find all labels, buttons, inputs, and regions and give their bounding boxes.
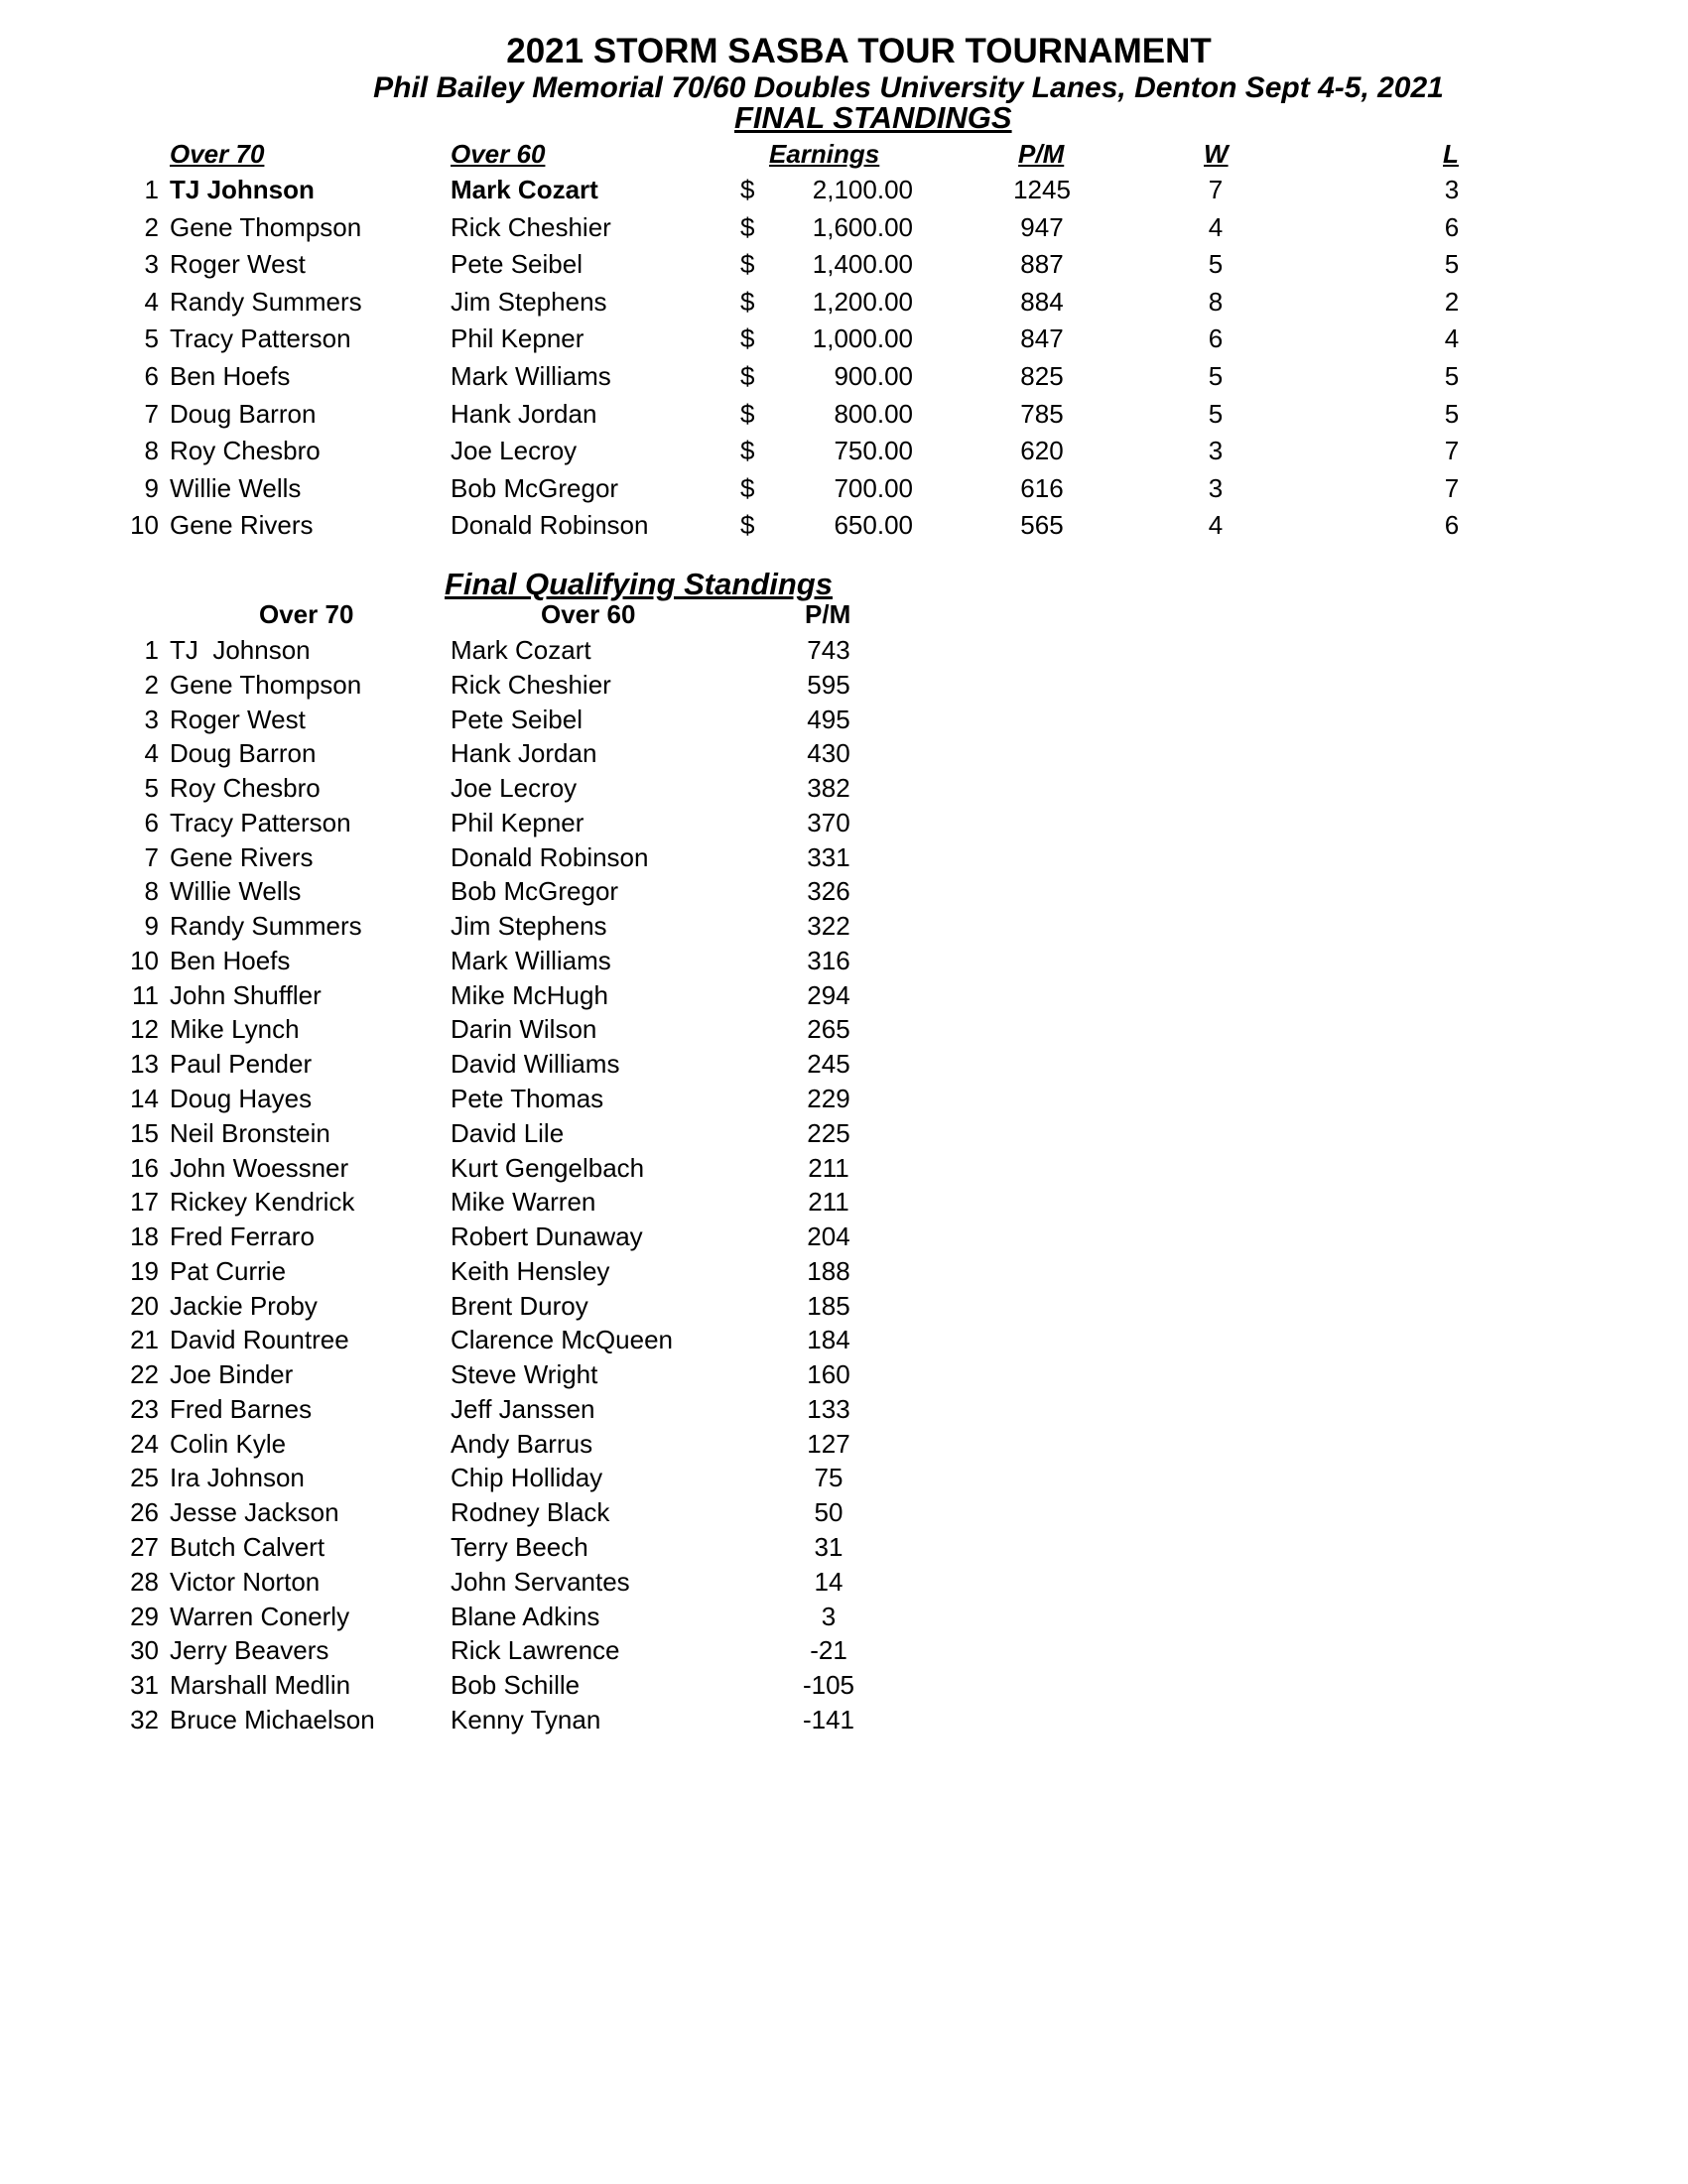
qual-table-row: [0, 1256, 1688, 1292]
over70-cell: Ira Johnson: [170, 1463, 305, 1493]
over70-cell: Roger West: [170, 704, 306, 734]
pm-cell: 265: [807, 1014, 850, 1045]
over70-cell: Gene Thompson: [170, 211, 362, 242]
rank-cell: 25: [130, 1463, 159, 1493]
w-cell: 5: [1208, 398, 1224, 429]
pm-cell: 133: [807, 1393, 850, 1424]
final-header-earnings: Earnings: [769, 139, 880, 169]
pm-cell: 382: [807, 773, 850, 804]
over60-cell: Joe Lecroy: [451, 773, 578, 804]
pm-cell: 211: [808, 1187, 849, 1218]
over60-cell: Keith Hensley: [451, 1255, 610, 1286]
earnings-cell: 800.00: [834, 398, 913, 429]
qual-table-row: [0, 1463, 1688, 1498]
over60-cell: Blane Adkins: [451, 1601, 600, 1631]
rank-cell: 3: [144, 249, 159, 280]
over60-cell: Mark Williams: [451, 361, 611, 391]
currency-cell: $: [740, 361, 755, 391]
pm-cell: 127: [807, 1428, 850, 1459]
w-cell: 7: [1208, 175, 1224, 204]
qual-table-row: [0, 911, 1688, 947]
earnings-cell: 750.00: [834, 436, 913, 466]
rank-cell: 3: [144, 704, 159, 734]
rank-cell: 17: [130, 1187, 159, 1218]
page-title: 2021 STORM SASBA TOUR TOURNAMENT: [506, 32, 1212, 70]
over60-cell: Clarence McQueen: [451, 1325, 673, 1355]
qual-table-row: [0, 1291, 1688, 1327]
qual-header-over70: Over 70: [259, 599, 354, 629]
rank-cell: 32: [130, 1704, 159, 1734]
qual-table-row: [0, 1705, 1688, 1740]
pm-cell: 825: [1020, 361, 1064, 391]
over70-cell: Ben Hoefs: [170, 945, 291, 975]
rank-cell: 15: [130, 1117, 159, 1148]
over70-cell: Tracy Patterson: [170, 323, 351, 354]
over60-cell: Bob McGregor: [451, 876, 619, 907]
over70-cell: TJ Johnson: [170, 175, 315, 204]
over70-cell: Jerry Beavers: [170, 1635, 329, 1666]
over70-cell: Pat Currie: [170, 1255, 287, 1286]
w-cell: 4: [1208, 211, 1224, 242]
over70-cell: Jesse Jackson: [170, 1497, 339, 1528]
qual-table-row: [0, 773, 1688, 809]
qual-table-row: [0, 876, 1688, 912]
rank-cell: 6: [144, 807, 159, 837]
over60-cell: Pete Seibel: [451, 249, 583, 280]
pm-cell: 1245: [1013, 175, 1071, 204]
final-table-row: [0, 399, 1688, 435]
qual-table-row: [0, 1014, 1688, 1050]
qual-table-row: [0, 1567, 1688, 1603]
final-header-over60: Over 60: [451, 139, 546, 169]
l-cell: 5: [1444, 249, 1460, 280]
currency-cell: $: [740, 211, 755, 242]
rank-cell: 4: [144, 286, 159, 317]
over60-cell: David Lile: [451, 1117, 565, 1148]
pm-cell: -141: [802, 1704, 855, 1734]
rank-cell: 27: [130, 1532, 159, 1563]
rank-cell: 24: [130, 1428, 159, 1459]
over70-cell: Neil Bronstein: [170, 1117, 330, 1148]
qual-table-row: [0, 705, 1688, 740]
over60-cell: Hank Jordan: [451, 398, 597, 429]
qual-table-row: [0, 738, 1688, 774]
rank-cell: 30: [130, 1635, 159, 1666]
over60-cell: Donald Robinson: [451, 510, 649, 541]
over70-cell: Gene Thompson: [170, 669, 362, 700]
over70-cell: Roy Chesbro: [170, 436, 321, 466]
over60-cell: Pete Seibel: [451, 704, 583, 734]
page-subtitle: Phil Bailey Memorial 70/60 Doubles University Lanes, Denton Sept 4-5, 2021: [373, 71, 1444, 104]
over60-cell: Jim Stephens: [451, 286, 607, 317]
rank-cell: 2: [144, 669, 159, 700]
pm-cell: 75: [814, 1463, 844, 1493]
pm-cell: 294: [807, 979, 850, 1010]
over60-cell: Mike McHugh: [451, 979, 608, 1010]
qual-table-row: [0, 980, 1688, 1016]
pm-cell: 326: [807, 876, 850, 907]
rank-cell: 8: [144, 876, 159, 907]
pm-cell: 847: [1020, 323, 1064, 354]
rank-cell: 13: [130, 1049, 159, 1080]
pm-cell: 31: [814, 1532, 844, 1563]
qual-table-row: [0, 1429, 1688, 1465]
l-cell: 2: [1444, 286, 1460, 317]
rank-cell: 10: [130, 510, 159, 541]
qual-table-row: [0, 1084, 1688, 1119]
rank-cell: 8: [144, 436, 159, 466]
over70-cell: Fred Ferraro: [170, 1221, 315, 1252]
over60-cell: Jim Stephens: [451, 911, 607, 942]
over70-cell: Gene Rivers: [170, 510, 314, 541]
pm-cell: 211: [808, 1152, 849, 1183]
over60-cell: Mark Cozart: [451, 175, 598, 204]
final-table-row: [0, 510, 1688, 546]
l-cell: 7: [1444, 436, 1460, 466]
over70-cell: John Woessner: [170, 1152, 349, 1183]
earnings-cell: 700.00: [834, 472, 913, 503]
earnings-cell: 1,200.00: [812, 286, 913, 317]
w-cell: 8: [1208, 286, 1224, 317]
over70-cell: Warren Conerly: [170, 1601, 350, 1631]
qual-table-row: [0, 1670, 1688, 1706]
pm-cell: 14: [814, 1566, 844, 1597]
currency-cell: $: [740, 436, 755, 466]
over70-cell: Willie Wells: [170, 876, 302, 907]
qual-table-row: [0, 1153, 1688, 1189]
qual-table-row: [0, 1187, 1688, 1222]
over70-cell: Ben Hoefs: [170, 361, 291, 391]
l-cell: 5: [1444, 361, 1460, 391]
over70-cell: Randy Summers: [170, 286, 362, 317]
rank-cell: 9: [144, 911, 159, 942]
rank-cell: 22: [130, 1359, 159, 1390]
pm-cell: 430: [807, 738, 850, 769]
qual-table-row: [0, 635, 1688, 671]
rank-cell: 6: [144, 361, 159, 391]
rank-cell: 2: [144, 211, 159, 242]
qual-table-row: [0, 1049, 1688, 1085]
over70-cell: TJ Johnson: [170, 635, 311, 665]
over60-cell: Kenny Tynan: [451, 1704, 601, 1734]
over60-cell: John Servantes: [451, 1566, 630, 1597]
over60-cell: Donald Robinson: [451, 841, 649, 872]
pm-cell: 331: [807, 841, 850, 872]
w-cell: 3: [1208, 472, 1224, 503]
over60-cell: Robert Dunaway: [451, 1221, 643, 1252]
over70-cell: Mike Lynch: [170, 1014, 300, 1045]
qual-table-row: [0, 1221, 1688, 1257]
pm-cell: -21: [810, 1635, 847, 1666]
l-cell: 6: [1444, 211, 1460, 242]
qual-header-pm: P/M: [805, 599, 851, 629]
qual-table-row: [0, 1532, 1688, 1568]
final-table-row: [0, 323, 1688, 359]
over70-cell: Tracy Patterson: [170, 807, 351, 837]
currency-cell: $: [740, 175, 755, 204]
over60-cell: Mark Cozart: [451, 635, 591, 665]
rank-cell: 5: [144, 773, 159, 804]
l-cell: 4: [1444, 323, 1460, 354]
over70-cell: Fred Barnes: [170, 1393, 313, 1424]
pm-cell: 785: [1020, 398, 1064, 429]
over70-cell: Colin Kyle: [170, 1428, 287, 1459]
final-table-row: [0, 175, 1688, 210]
over70-cell: Roy Chesbro: [170, 773, 321, 804]
l-cell: 6: [1444, 510, 1460, 541]
w-cell: 5: [1208, 249, 1224, 280]
rank-cell: 23: [130, 1393, 159, 1424]
over60-cell: Mark Williams: [451, 945, 611, 975]
over60-cell: Rick Cheshier: [451, 669, 611, 700]
qual-table-row: [0, 1394, 1688, 1430]
over70-cell: Willie Wells: [170, 472, 302, 503]
pm-cell: 370: [807, 807, 850, 837]
over70-cell: David Rountree: [170, 1325, 349, 1355]
qual-table-row: [0, 842, 1688, 878]
w-cell: 6: [1208, 323, 1224, 354]
over70-cell: Doug Barron: [170, 398, 317, 429]
pm-cell: 316: [807, 945, 850, 975]
qual-table-row: [0, 1602, 1688, 1637]
over60-cell: Steve Wright: [451, 1359, 598, 1390]
pm-cell: 884: [1020, 286, 1064, 317]
over70-cell: Doug Barron: [170, 738, 317, 769]
pm-cell: 887: [1020, 249, 1064, 280]
w-cell: 4: [1208, 510, 1224, 541]
pm-cell: -105: [802, 1670, 855, 1701]
over70-cell: Butch Calvert: [170, 1532, 325, 1563]
rank-cell: 14: [130, 1084, 159, 1113]
final-table-row: [0, 361, 1688, 397]
l-cell: 3: [1444, 175, 1460, 204]
pm-cell: 947: [1020, 211, 1064, 242]
qual-table-row: [0, 946, 1688, 981]
rank-cell: 7: [144, 398, 159, 429]
pm-cell: 229: [807, 1084, 850, 1113]
qual-table-row: [0, 1359, 1688, 1395]
pm-cell: 3: [821, 1601, 837, 1631]
l-cell: 7: [1444, 472, 1460, 503]
over70-cell: Paul Pender: [170, 1049, 313, 1080]
rank-cell: 19: [130, 1255, 159, 1286]
earnings-cell: 650.00: [834, 510, 913, 541]
l-cell: 5: [1444, 398, 1460, 429]
final-table-row: [0, 287, 1688, 322]
over60-cell: David Williams: [451, 1049, 620, 1080]
over70-cell: Rickey Kendrick: [170, 1187, 355, 1218]
over70-cell: Joe Binder: [170, 1359, 294, 1390]
rank-cell: 11: [132, 979, 159, 1010]
rank-cell: 10: [130, 945, 159, 975]
pm-cell: 495: [807, 704, 850, 734]
currency-cell: $: [740, 472, 755, 503]
pm-cell: 322: [807, 911, 850, 942]
pm-cell: 185: [807, 1290, 850, 1321]
qual-table-row: [0, 808, 1688, 843]
over60-cell: Phil Kepner: [451, 323, 584, 354]
over60-cell: Jeff Janssen: [451, 1393, 595, 1424]
rank-cell: 12: [130, 1014, 159, 1045]
over70-cell: Jackie Proby: [170, 1290, 318, 1321]
final-header-pm: P/M: [1018, 139, 1065, 169]
over60-cell: Joe Lecroy: [451, 436, 578, 466]
over60-cell: Pete Thomas: [451, 1084, 604, 1113]
over60-cell: Phil Kepner: [451, 807, 584, 837]
rank-cell: 26: [130, 1497, 159, 1528]
rank-cell: 9: [144, 472, 159, 503]
final-header-over70: Over 70: [170, 139, 265, 169]
rank-cell: 1: [144, 635, 159, 665]
final-table-row: [0, 473, 1688, 509]
earnings-cell: 900.00: [834, 361, 913, 391]
over60-cell: Rick Lawrence: [451, 1635, 620, 1666]
qualifying-standings-title: Final Qualifying Standings: [445, 567, 833, 601]
rank-cell: 1: [144, 175, 159, 204]
over60-cell: Bob Schille: [451, 1670, 581, 1701]
over70-cell: Randy Summers: [170, 911, 362, 942]
currency-cell: $: [740, 286, 755, 317]
final-table-row: [0, 212, 1688, 248]
currency-cell: $: [740, 249, 755, 280]
pm-cell: 616: [1020, 472, 1064, 503]
pm-cell: 620: [1020, 436, 1064, 466]
rank-cell: 4: [144, 738, 159, 769]
w-cell: 5: [1208, 361, 1224, 391]
over60-cell: Hank Jordan: [451, 738, 597, 769]
final-header-l: L: [1443, 139, 1459, 169]
rank-cell: 21: [130, 1325, 159, 1355]
earnings-cell: 2,100.00: [812, 175, 913, 204]
over60-cell: Darin Wilson: [451, 1014, 597, 1045]
over70-cell: Victor Norton: [170, 1566, 321, 1597]
pm-cell: 184: [807, 1325, 850, 1355]
qual-table-row: [0, 1497, 1688, 1533]
earnings-cell: 1,000.00: [812, 323, 913, 354]
over60-cell: Mike Warren: [451, 1187, 596, 1218]
pm-cell: 225: [807, 1117, 850, 1148]
pm-cell: 565: [1020, 510, 1064, 541]
final-standings-title: FINAL STANDINGS: [734, 100, 1012, 135]
earnings-cell: 1,600.00: [812, 211, 913, 242]
over70-cell: Roger West: [170, 249, 306, 280]
pm-cell: 204: [807, 1221, 850, 1252]
currency-cell: $: [740, 510, 755, 541]
qual-table-row: [0, 670, 1688, 706]
qual-table-row: [0, 1118, 1688, 1154]
over60-cell: Bob McGregor: [451, 472, 619, 503]
qual-table-row: [0, 1635, 1688, 1671]
rank-cell: 5: [144, 323, 159, 354]
rank-cell: 31: [130, 1670, 159, 1701]
currency-cell: $: [740, 323, 755, 354]
pm-cell: 188: [807, 1255, 850, 1286]
final-table-row: [0, 249, 1688, 285]
over60-cell: Chip Holliday: [451, 1463, 603, 1493]
pm-cell: 595: [807, 669, 850, 700]
final-table-row: [0, 436, 1688, 471]
over60-cell: Rodney Black: [451, 1497, 610, 1528]
rank-cell: 29: [130, 1601, 159, 1631]
pm-cell: 245: [807, 1049, 850, 1080]
rank-cell: 7: [144, 841, 159, 872]
over60-cell: Terry Beech: [451, 1532, 588, 1563]
over70-cell: Doug Hayes: [170, 1084, 313, 1113]
pm-cell: 160: [807, 1359, 850, 1390]
over60-cell: Rick Cheshier: [451, 211, 611, 242]
over70-cell: Bruce Michaelson: [170, 1704, 375, 1734]
pm-cell: 50: [814, 1497, 844, 1528]
rank-cell: 18: [130, 1221, 159, 1252]
qual-header-over60: Over 60: [541, 599, 636, 629]
over70-cell: Gene Rivers: [170, 841, 314, 872]
pm-cell: 743: [807, 635, 850, 665]
earnings-cell: 1,400.00: [812, 249, 913, 280]
rank-cell: 16: [130, 1152, 159, 1183]
over70-cell: John Shuffler: [170, 979, 322, 1010]
currency-cell: $: [740, 398, 755, 429]
final-header-w: W: [1204, 139, 1229, 169]
over60-cell: Andy Barrus: [451, 1428, 593, 1459]
w-cell: 3: [1208, 436, 1224, 466]
rank-cell: 28: [130, 1566, 159, 1597]
rank-cell: 20: [130, 1290, 159, 1321]
over60-cell: Brent Duroy: [451, 1290, 588, 1321]
over60-cell: Kurt Gengelbach: [451, 1152, 645, 1183]
qual-table-row: [0, 1325, 1688, 1360]
over70-cell: Marshall Medlin: [170, 1670, 351, 1701]
